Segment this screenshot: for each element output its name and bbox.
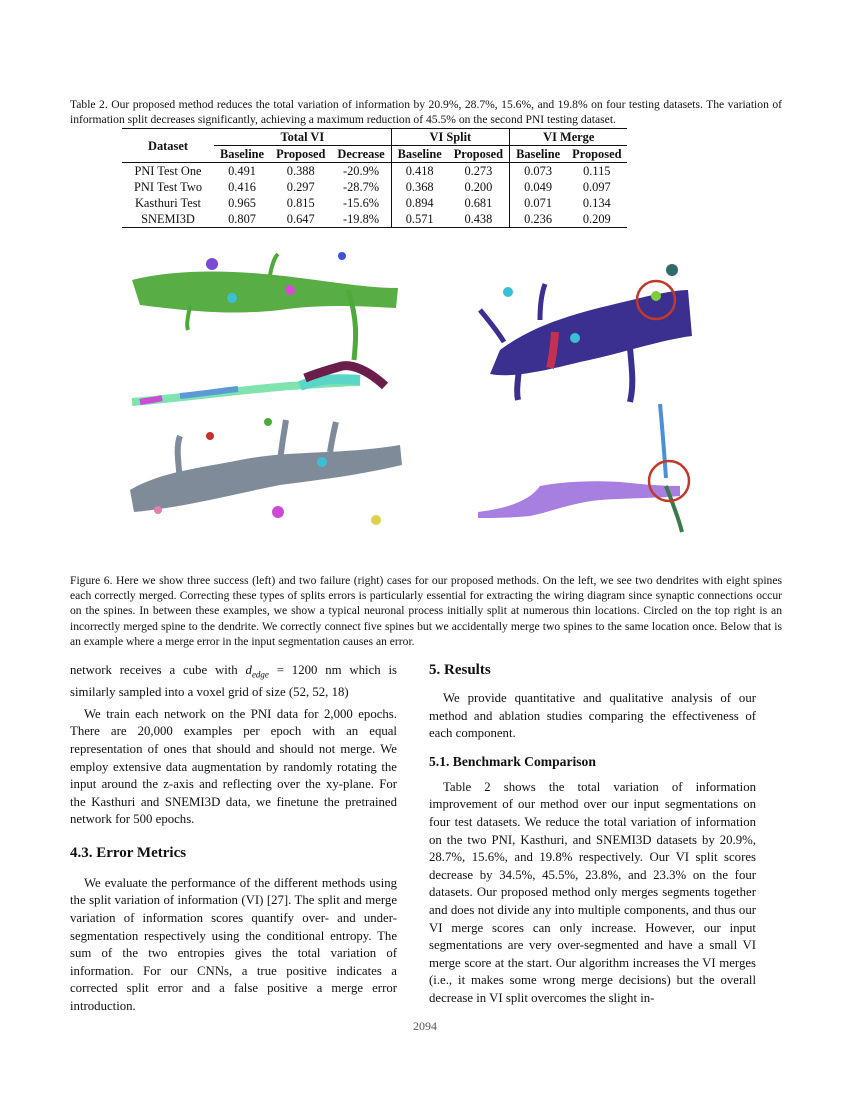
table-cell: 0.807 — [214, 211, 270, 228]
header-total-vi: Total VI — [214, 129, 391, 146]
table-cell: 0.416 — [228, 180, 256, 194]
table-row — [122, 195, 627, 211]
subheader: Baseline — [510, 146, 567, 163]
table-cell: 0.647 — [270, 211, 331, 228]
text-fragment: network receives a cube with — [70, 663, 246, 677]
table-cell: 0.438 — [448, 211, 510, 228]
table-cell: 0.491 — [228, 164, 256, 178]
table-cell: 0.297 — [286, 180, 315, 194]
table-cell: 0.368 — [391, 179, 448, 195]
subheader: Decrease — [331, 146, 391, 163]
results-table — [122, 128, 627, 228]
table-cell: SNEMI3D — [122, 211, 214, 228]
table-row — [122, 211, 627, 228]
table-cell: 0.815 — [286, 196, 315, 210]
subheader: Baseline — [391, 146, 448, 163]
right-paragraph-2: Table 2 shows the total variation of information improvement of our method over our input segmentations on four test datasets. We reduce the total variation of information on the two PNI, Kasthuri, and SNEMI3D datasets by 20.9%, 28.7%, 15.6%, and 19.8% respectively. Our VI split scores decrease by 34.5%, 45.5%, 23.8%, and 23.3% on the four datasets. Our proposed method only merges segments together and does not divide any into multiple components, and thus our VI merge scores can only increase. However, our input segmentations are very over-segmented and have a small VI merge score at the start. Our algorithm increases the VI merges (i.e., it makes some wrong merge decisions) but the overall decrease in VI split overcomes the slight in- — [429, 779, 756, 1005]
table-cell: 0.236 — [510, 211, 567, 228]
table-cell: 0.049 — [510, 179, 567, 195]
figure-caption: Figure 6. Here we show three success (left) and two failure (right) cases for our proposed methods. On the left, we see two dendrites with eight spines each correctly merged. Correcting these types of splits errors is particularly essential for extracting the wiring diagram since synaptic connections occur on the spines. In between these examples, we show a typical neuronal process initially split at numerous thin locations. Circled on the top right is an incorrectly merged spine to the dendrite. We correctly connect five spines but we accidentally merge two spines to the same location once. Below that is an example where a merge error in the input segmentation causes an error. — [70, 574, 782, 648]
right-paragraph-1: We provide quantitative and qualitative analysis of our method and ablation studies comparing the effectiveness of each component. — [429, 691, 756, 741]
table-cell: 0.273 — [464, 164, 493, 178]
section-heading-error-metrics: 4.3. Error Metrics — [70, 844, 187, 861]
table-cell: 0.965 — [228, 196, 256, 210]
table-cell: Kasthuri Test — [134, 196, 201, 210]
subheader: Proposed — [448, 146, 510, 163]
table-cell: 0.071 — [510, 195, 567, 211]
subheader: Proposed — [270, 146, 331, 163]
math-subscript: edge — [251, 669, 269, 680]
table-cell: -20.9% — [342, 164, 380, 178]
table-cell: 0.571 — [391, 211, 448, 228]
table-cell: 0.073 — [510, 163, 567, 180]
table-cell: 0.097 — [582, 180, 611, 194]
green-dendrite — [132, 252, 398, 360]
table-caption: Table 2. Our proposed method reduces the total variation of information by 20.9%, 28.7%, 15.6%, and 19.8% on four testing datasets. The variation of information split decreases significantly, achieving a maximum reduction of 45.5% on the second PNI testing dataset. — [70, 98, 782, 127]
left-column — [70, 662, 397, 1016]
table-cell: 0.209 — [566, 211, 627, 228]
table-cell: -19.8% — [331, 211, 391, 228]
page-number: 2094 — [413, 1019, 437, 1033]
lavender-process — [478, 404, 689, 532]
table-cell: 0.115 — [583, 164, 611, 178]
header-vi-merge: VI Merge — [510, 129, 628, 146]
table-cell: -28.7% — [342, 180, 380, 194]
subheader: Proposed — [566, 146, 627, 163]
figure-6-illustration — [120, 250, 710, 550]
table-row — [122, 179, 627, 195]
header-vi-split: VI Split — [391, 129, 509, 146]
subsection-heading-benchmark: 5.1. Benchmark Comparison — [429, 753, 596, 769]
left-paragraph-2: We train each network on the PNI data for 2,000 epochs. There are 20,000 examples per epoch with an equal representation of ones that should and should not merge. We employ extensive data augmentation by randomly rotating the input around the z-axis and reflecting over the xy-plane. For the Kasthuri and SNEMI3D data, we finetune the pretrained network for 500 epochs. — [70, 706, 397, 827]
math-symbol: d — [245, 663, 252, 677]
table-cell: 0.388 — [286, 164, 315, 178]
table-cell: 0.681 — [464, 196, 493, 210]
table-cell: 0.418 — [391, 163, 448, 180]
table-cell: PNI Test One — [134, 164, 202, 178]
section-heading-results: 5. Results — [429, 662, 491, 678]
subheader: Baseline — [214, 146, 270, 163]
table-cell: 0.894 — [391, 195, 448, 211]
table-row — [122, 163, 627, 180]
indigo-dendrite — [480, 264, 692, 402]
left-paragraph-3: We evaluate the performance of the different methods using the split variation of information (VI) [27]. The split and merge variation of information scores quantify over- and under-segmentation respectively using the conditional entropy. The sum of the two entropies gives the total variation of information. For our CNNs, a true positive indicates a corrected split error and a false positive a merge error introduction. — [70, 875, 397, 1014]
table-cell: 0.200 — [464, 180, 493, 194]
table-cell: 0.134 — [582, 196, 611, 210]
thin-process — [132, 366, 385, 402]
right-column — [429, 660, 756, 1008]
left-paragraph-1 — [70, 662, 397, 702]
text-fragment: = 1200 nm which is similarly sampled into a voxel grid of size (52, 52, 18) — [70, 663, 397, 700]
table-cell: -15.6% — [342, 196, 380, 210]
slate-dendrite — [130, 418, 402, 525]
table-cell: PNI Test Two — [133, 180, 203, 194]
header-dataset: Dataset — [122, 129, 214, 163]
